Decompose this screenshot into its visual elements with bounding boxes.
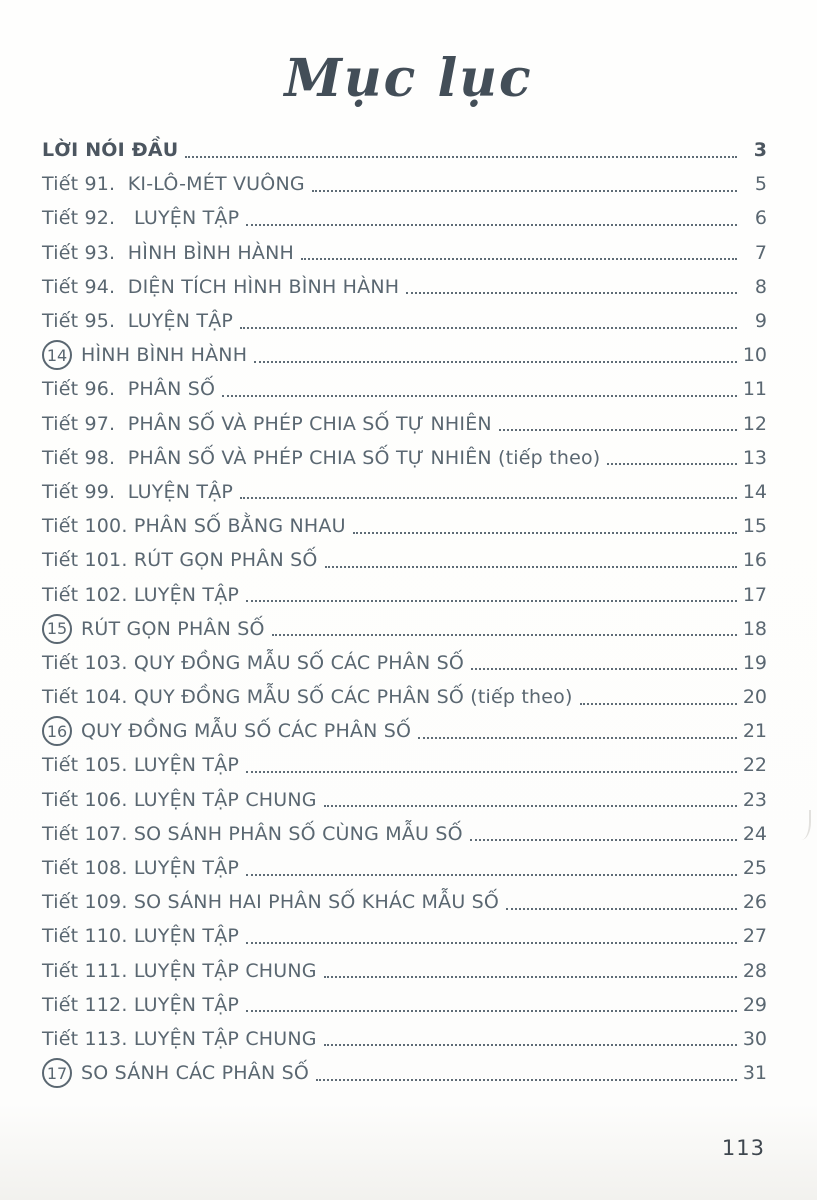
toc-entry-label: RÚT GỌN PHÂN SỐ [81,617,265,640]
toc-entry-label: Tiết 100. PHÂN SỐ BẰNG NHAU [42,515,346,538]
toc-entry [42,236,767,270]
dot-leader [506,895,737,910]
toc-entry-page: 7 [754,241,767,264]
toc-entry-label: Tiết 96. PHÂN SỐ [42,378,216,401]
toc-entry-label: Tiết 91. KI-LÔ-MÉT VUÔNG [42,173,305,196]
dot-leader [246,929,737,944]
toc-entry-label: Tiết 98. PHÂN SỐ VÀ PHÉP CHIA SỐ TỰ NHIÊN (tiếp theo) [42,446,601,469]
toc-entry [42,851,767,885]
toc-entry-label: Tiết 102. LUYỆN TẬP [42,583,240,606]
toc-entry-label: Tiết 94. DIỆN TÍCH HÌNH BÌNH HÀNH [42,275,400,298]
dot-leader [470,826,737,841]
toc-entry-page: 18 [742,617,767,640]
toc-entry [42,714,767,748]
toc-entry-page: 21 [742,720,767,743]
book-page-number: 113 [721,1136,765,1160]
toc-entry-page: 12 [742,412,767,435]
toc-entry-label: Tiết 93. HÌNH BÌNH HÀNH [42,241,294,264]
toc-entry-page: 11 [742,378,767,401]
toc-entry-page: 13 [742,446,767,469]
dot-leader [580,690,737,705]
toc-entry-label: QUY ĐỒNG MẪU SỐ CÁC PHÂN SỐ [81,720,412,743]
toc-entry-label: Tiết 109. SO SÁNH HAI PHÂN SỐ KHÁC MẪU SỐ [42,891,500,914]
toc-entry [42,338,767,372]
toc-entry-page: 5 [754,173,767,196]
lesson-circle-number: 16 [42,716,72,746]
toc-entry-label: Tiết 113. LUYỆN TẬP CHUNG [42,1027,317,1050]
dot-leader [185,143,737,158]
toc-entry-page: 28 [742,959,767,982]
toc-entry-label: HÌNH BÌNH HÀNH [81,344,248,367]
lesson-circle-number: 14 [42,340,72,370]
toc-entry [42,270,767,304]
toc-entry [42,304,767,338]
dot-leader [246,211,737,226]
dot-leader [316,1066,737,1081]
toc-entry-label: Tiết 104. QUY ĐỒNG MẪU SỐ CÁC PHÂN SỐ (tiếp theo) [42,686,573,709]
toc-entry [42,577,767,611]
toc-entry-page: 16 [742,549,767,572]
toc-entry-page: 29 [742,993,767,1016]
toc-entry [42,1056,767,1090]
toc-entry [42,612,767,646]
dot-leader [418,724,737,739]
dot-leader [246,587,737,602]
dot-leader [499,416,737,431]
toc-entry [42,167,767,201]
toc-entry-page: 10 [742,344,767,367]
toc-entry-label: Tiết 112. LUYỆN TẬP [42,993,240,1016]
dot-leader [246,861,737,876]
toc-entry-label: Tiết 106. LUYỆN TẬP CHUNG [42,788,317,811]
dot-leader [325,553,737,568]
toc-entry-page: 24 [742,822,767,845]
toc-entry-label: LỜI NÓI ĐẦU [42,139,179,162]
toc-entry [42,133,767,167]
dot-leader [240,314,737,329]
toc-entry-label: Tiết 107. SO SÁNH PHÂN SỐ CÙNG MẪU SỐ [42,822,463,845]
toc-entry-label: Tiết 105. LUYỆN TẬP [42,754,240,777]
toc-entry-page: 14 [742,480,767,503]
toc-entry-page: 26 [742,891,767,914]
page-title: Mục lục [284,48,533,109]
dot-leader [406,279,737,294]
toc-entry [42,201,767,235]
dot-leader [324,792,737,807]
toc-entry-page: 27 [742,925,767,948]
toc-entry [42,680,767,714]
dot-leader [312,177,737,192]
toc-entry-page: 23 [742,788,767,811]
dot-leader [246,758,737,773]
dot-leader [607,450,737,465]
toc-entry [42,748,767,782]
toc-entry [42,543,767,577]
toc-entry-page: 17 [742,583,767,606]
toc-entry [42,646,767,680]
toc-entry [42,372,767,406]
toc-entry [42,509,767,543]
toc-entry-page: 19 [742,651,767,674]
toc-entry [42,783,767,817]
toc-entry-page: 30 [742,1027,767,1050]
toc-entry [42,475,767,509]
dot-leader [353,519,737,534]
toc-entry-page: 25 [742,857,767,880]
toc-entry-label: Tiết 111. LUYỆN TẬP CHUNG [42,959,317,982]
toc-entry [42,954,767,988]
toc-entry-label: SO SÁNH CÁC PHÂN SỐ [81,1062,310,1085]
lesson-circle-number: 17 [42,1058,72,1088]
toc-entry-page: 20 [742,686,767,709]
toc-entry-page: 9 [754,310,767,333]
toc-entry-page: 15 [742,515,767,538]
toc-entry-page: 22 [742,754,767,777]
toc-entry-label: Tiết 97. PHÂN SỐ VÀ PHÉP CHIA SỐ TỰ NHIÊN [42,412,492,435]
dot-leader [324,1031,737,1046]
dot-leader [301,245,737,260]
dot-leader [246,997,737,1012]
toc-entry [42,919,767,953]
toc-list [42,133,767,1090]
toc-entry [42,817,767,851]
toc-entry [42,988,767,1022]
dot-leader [254,348,737,363]
toc-entry-label: Tiết 103. QUY ĐỒNG MẪU SỐ CÁC PHÂN SỐ [42,651,465,674]
toc-entry-label: Tiết 108. LUYỆN TẬP [42,857,240,880]
toc-entry-page: 6 [754,207,767,230]
toc-entry-label: Tiết 95. LUYỆN TẬP [42,310,234,333]
toc-entry-label: Tiết 92. LUYỆN TẬP [42,207,240,230]
scan-artifact [795,810,811,840]
toc-entry-page: 3 [753,139,767,162]
lesson-circle-number: 15 [42,614,72,644]
dot-leader [240,484,737,499]
toc-entry-label: Tiết 101. RÚT GỌN PHÂN SỐ [42,549,318,572]
toc-entry-page: 31 [742,1062,767,1085]
toc-entry [42,407,767,441]
toc-entry [42,885,767,919]
toc-entry-label: Tiết 99. LUYỆN TẬP [42,480,234,503]
toc-entry [42,1022,767,1056]
toc-entry [42,441,767,475]
dot-leader [222,382,737,397]
dot-leader [324,963,737,978]
toc-entry-label: Tiết 110. LUYỆN TẬP [42,925,240,948]
dot-leader [272,621,737,636]
dot-leader [471,655,737,670]
toc-entry-page: 8 [754,275,767,298]
